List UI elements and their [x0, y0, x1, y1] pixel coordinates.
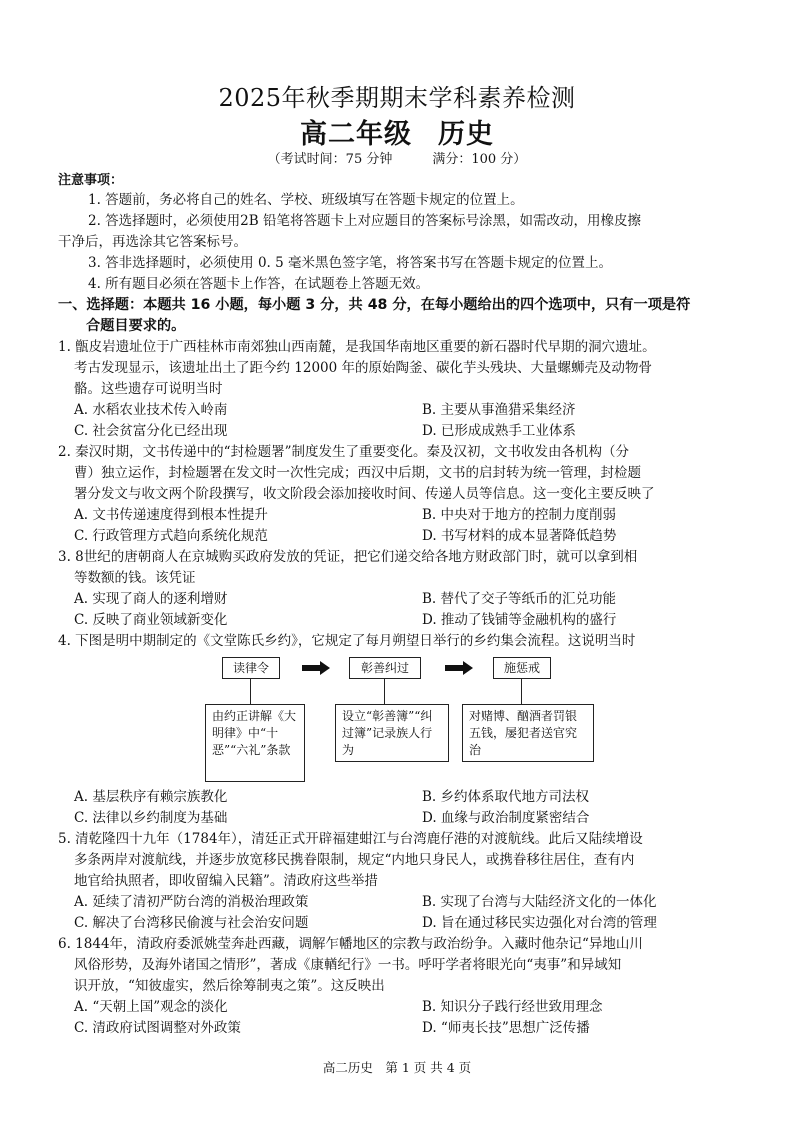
question-stem: 骼。这些遗存可说明当时	[74, 381, 223, 397]
option: C. 解决了台湾移民偷渡与社会治安问题	[74, 915, 309, 931]
question-stem: 风俗形势，及海外诸国之情形”，著成《康輶纪行》一书。呼吁学者将眼光向“夷事”和异域知	[74, 957, 622, 973]
question-stem: 曹）独立运作，封检题署在发文时一次性完成；西汉中后期，文书的启封转为统一管理，封检题	[74, 465, 641, 481]
option-row	[74, 892, 754, 913]
option: A. 文书传递速度得到根本性提升	[74, 507, 268, 523]
notice-heading: 注意事项：	[58, 173, 124, 188]
section-heading-cont: 合题目要求的。	[86, 318, 186, 334]
option-row	[74, 997, 754, 1018]
connector-line	[250, 678, 251, 704]
flow-detail-1: 由约正讲解《大明律》中“十恶”“六礼”条款	[205, 704, 305, 782]
exam-score: 满分：100 分）	[432, 152, 527, 167]
page-footer: 高二历史 第 1 页 共 4 页	[322, 1060, 472, 1075]
option: B. 中央对于地方的控制力度削弱	[422, 507, 617, 523]
option-row	[74, 505, 754, 526]
option: C. 社会贫富分化已经出现	[74, 423, 228, 439]
option-row	[74, 808, 754, 829]
question-stem: 2. 秦汉时期，文书传递中的“封检题署”制度发生了重要变化。秦及汉初，文书收发由各机构（分	[58, 444, 629, 460]
option: A. 水稻农业技术传入岭南	[74, 402, 228, 418]
flow-detail-2: 设立“彰善簿”“纠过簿”记录族人行为	[335, 704, 449, 762]
option: B. 主要从事渔猎采集经济	[422, 402, 576, 418]
grade-label: 高二年级	[300, 119, 412, 150]
right-arrow-icon	[302, 661, 330, 675]
option-row	[74, 787, 754, 808]
flow-step-1: 读律令	[222, 657, 280, 679]
option-row	[74, 400, 754, 421]
question-stem: 地官给执照者，即收留编入民籍”。清政府这些举措	[74, 873, 378, 889]
question-stem: 等数额的钱。该凭证	[74, 570, 196, 586]
option: A. 实现了商人的逐利增财	[74, 591, 228, 607]
option-row	[74, 610, 754, 631]
subject-label: 历史	[438, 119, 494, 150]
exam-subtitle	[0, 112, 794, 151]
option-row	[74, 421, 754, 442]
question-stem: 6. 1844年，清政府委派姚莹奔赴西藏，调解乍幡地区的宗教与政治纷争。入藏时他杂记“异地山川	[58, 936, 643, 952]
option: D. 书写材料的成本显著降低趋势	[422, 528, 617, 544]
flow-step-3: 施惩戒	[493, 657, 551, 679]
connector-line	[521, 678, 522, 704]
option: D. “师夷长技”思想广泛传播	[422, 1020, 590, 1036]
question-stem: 多条两岸对渡航线，并逐步放宽移民携眷限制，规定“内地只身民人，或携眷移往居住，查有内	[74, 852, 635, 868]
flow-step-2: 彰善纠过	[349, 657, 421, 679]
exam-title: 2025年秋季期期末学科素养检测	[218, 84, 576, 112]
question-stem: 署分发文与收文两个阶段撰写，收文阶段会添加接收时间、传递人员等信息。这一变化主要反映了	[74, 486, 655, 502]
option: B. 实现了台湾与大陆经济文化的一体化	[422, 894, 657, 910]
option-row	[74, 1018, 754, 1039]
question-stem: 1. 甑皮岩遗址位于广西桂林市南郊独山西南麓，是我国华南地区重要的新石器时代早期的洞穴遗址。	[58, 339, 656, 355]
option-row	[74, 589, 754, 610]
notice-item: 干净后，再选涂其它答案标号。	[58, 234, 247, 250]
question-stem: 3. 8世纪的唐朝商人在京城购买政府发放的凭证，把它们递交给各地方财政部门时，就可以拿到相	[58, 549, 638, 565]
question-stem: 考古发现显示，该遗址出土了距今约 12000 年的原始陶釜、碳化芋头残块、大量螺蛳壳及动物骨	[74, 360, 653, 376]
exam-time: （考试时间：75 分钟	[267, 152, 393, 167]
right-arrow-icon	[445, 661, 473, 675]
option: D. 血缘与政治制度紧密结合	[422, 810, 590, 826]
notice-item: 1. 答题前，务必将自己的姓名、学校、班级填写在答题卡规定的位置上。	[88, 192, 524, 208]
option: C. 清政府试图调整对外政策	[74, 1020, 241, 1036]
notice-item: 2. 答选择题时，必须使用2B 铅笔将答题卡上对应题目的答案标号涂黑，如需改动，用橡皮擦	[88, 213, 641, 229]
option-row	[74, 526, 754, 547]
option: C. 法律以乡约制度为基础	[74, 810, 228, 826]
option: C. 反映了商业领域新变化	[74, 612, 228, 628]
option: B. 替代了交子等纸币的汇兑功能	[422, 591, 617, 607]
option: D. 已形成成熟手工业体系	[422, 423, 576, 439]
question-stem: 识开放，“知彼虚实，然后徐筹制夷之策”。这反映出	[74, 978, 385, 994]
flow-detail-3: 对赌博、酗酒者罚银五钱，屡犯者送官究治	[462, 704, 594, 762]
exam-meta	[0, 148, 794, 167]
option: D. 旨在通过移民实边强化对台湾的管理	[422, 915, 657, 931]
option-row	[74, 913, 754, 934]
section-heading: 一、选择题：本题共 16 小题，每小题 3 分，共 48 分，在每小题给出的四个选项中，只有一项是符	[58, 297, 691, 313]
notice-item: 3. 答非选择题时，必须使用 0. 5 毫米黑色签字笔，将答案书写在答题卡规定的位置上。	[88, 255, 613, 271]
connector-line	[384, 678, 385, 704]
option: A. 基层秩序有赖宗族教化	[74, 789, 228, 805]
question-stem: 4. 下图是明中期制定的《文堂陈氏乡约》，它规定了每月朔望日举行的乡约集会流程。这说明当时	[58, 633, 636, 649]
question-stem: 5. 清乾隆四十九年（1784年），清廷正式开辟福建蚶江与台湾鹿仔港的对渡航线。此后又陆续增设	[58, 831, 643, 847]
option: A. “天朝上国”观念的淡化	[74, 999, 228, 1015]
option: A. 延续了清初严防台湾的消极治理政策	[74, 894, 309, 910]
option: C. 行政管理方式趋向系统化规范	[74, 528, 268, 544]
notice-item: 4. 所有题目必须在答题卡上作答，在试题卷上答题无效。	[88, 276, 430, 292]
option: B. 知识分子践行经世致用理念	[422, 999, 603, 1015]
option: D. 推动了钱铺等金融机构的盛行	[422, 612, 617, 628]
option: B. 乡约体系取代地方司法权	[422, 789, 590, 805]
